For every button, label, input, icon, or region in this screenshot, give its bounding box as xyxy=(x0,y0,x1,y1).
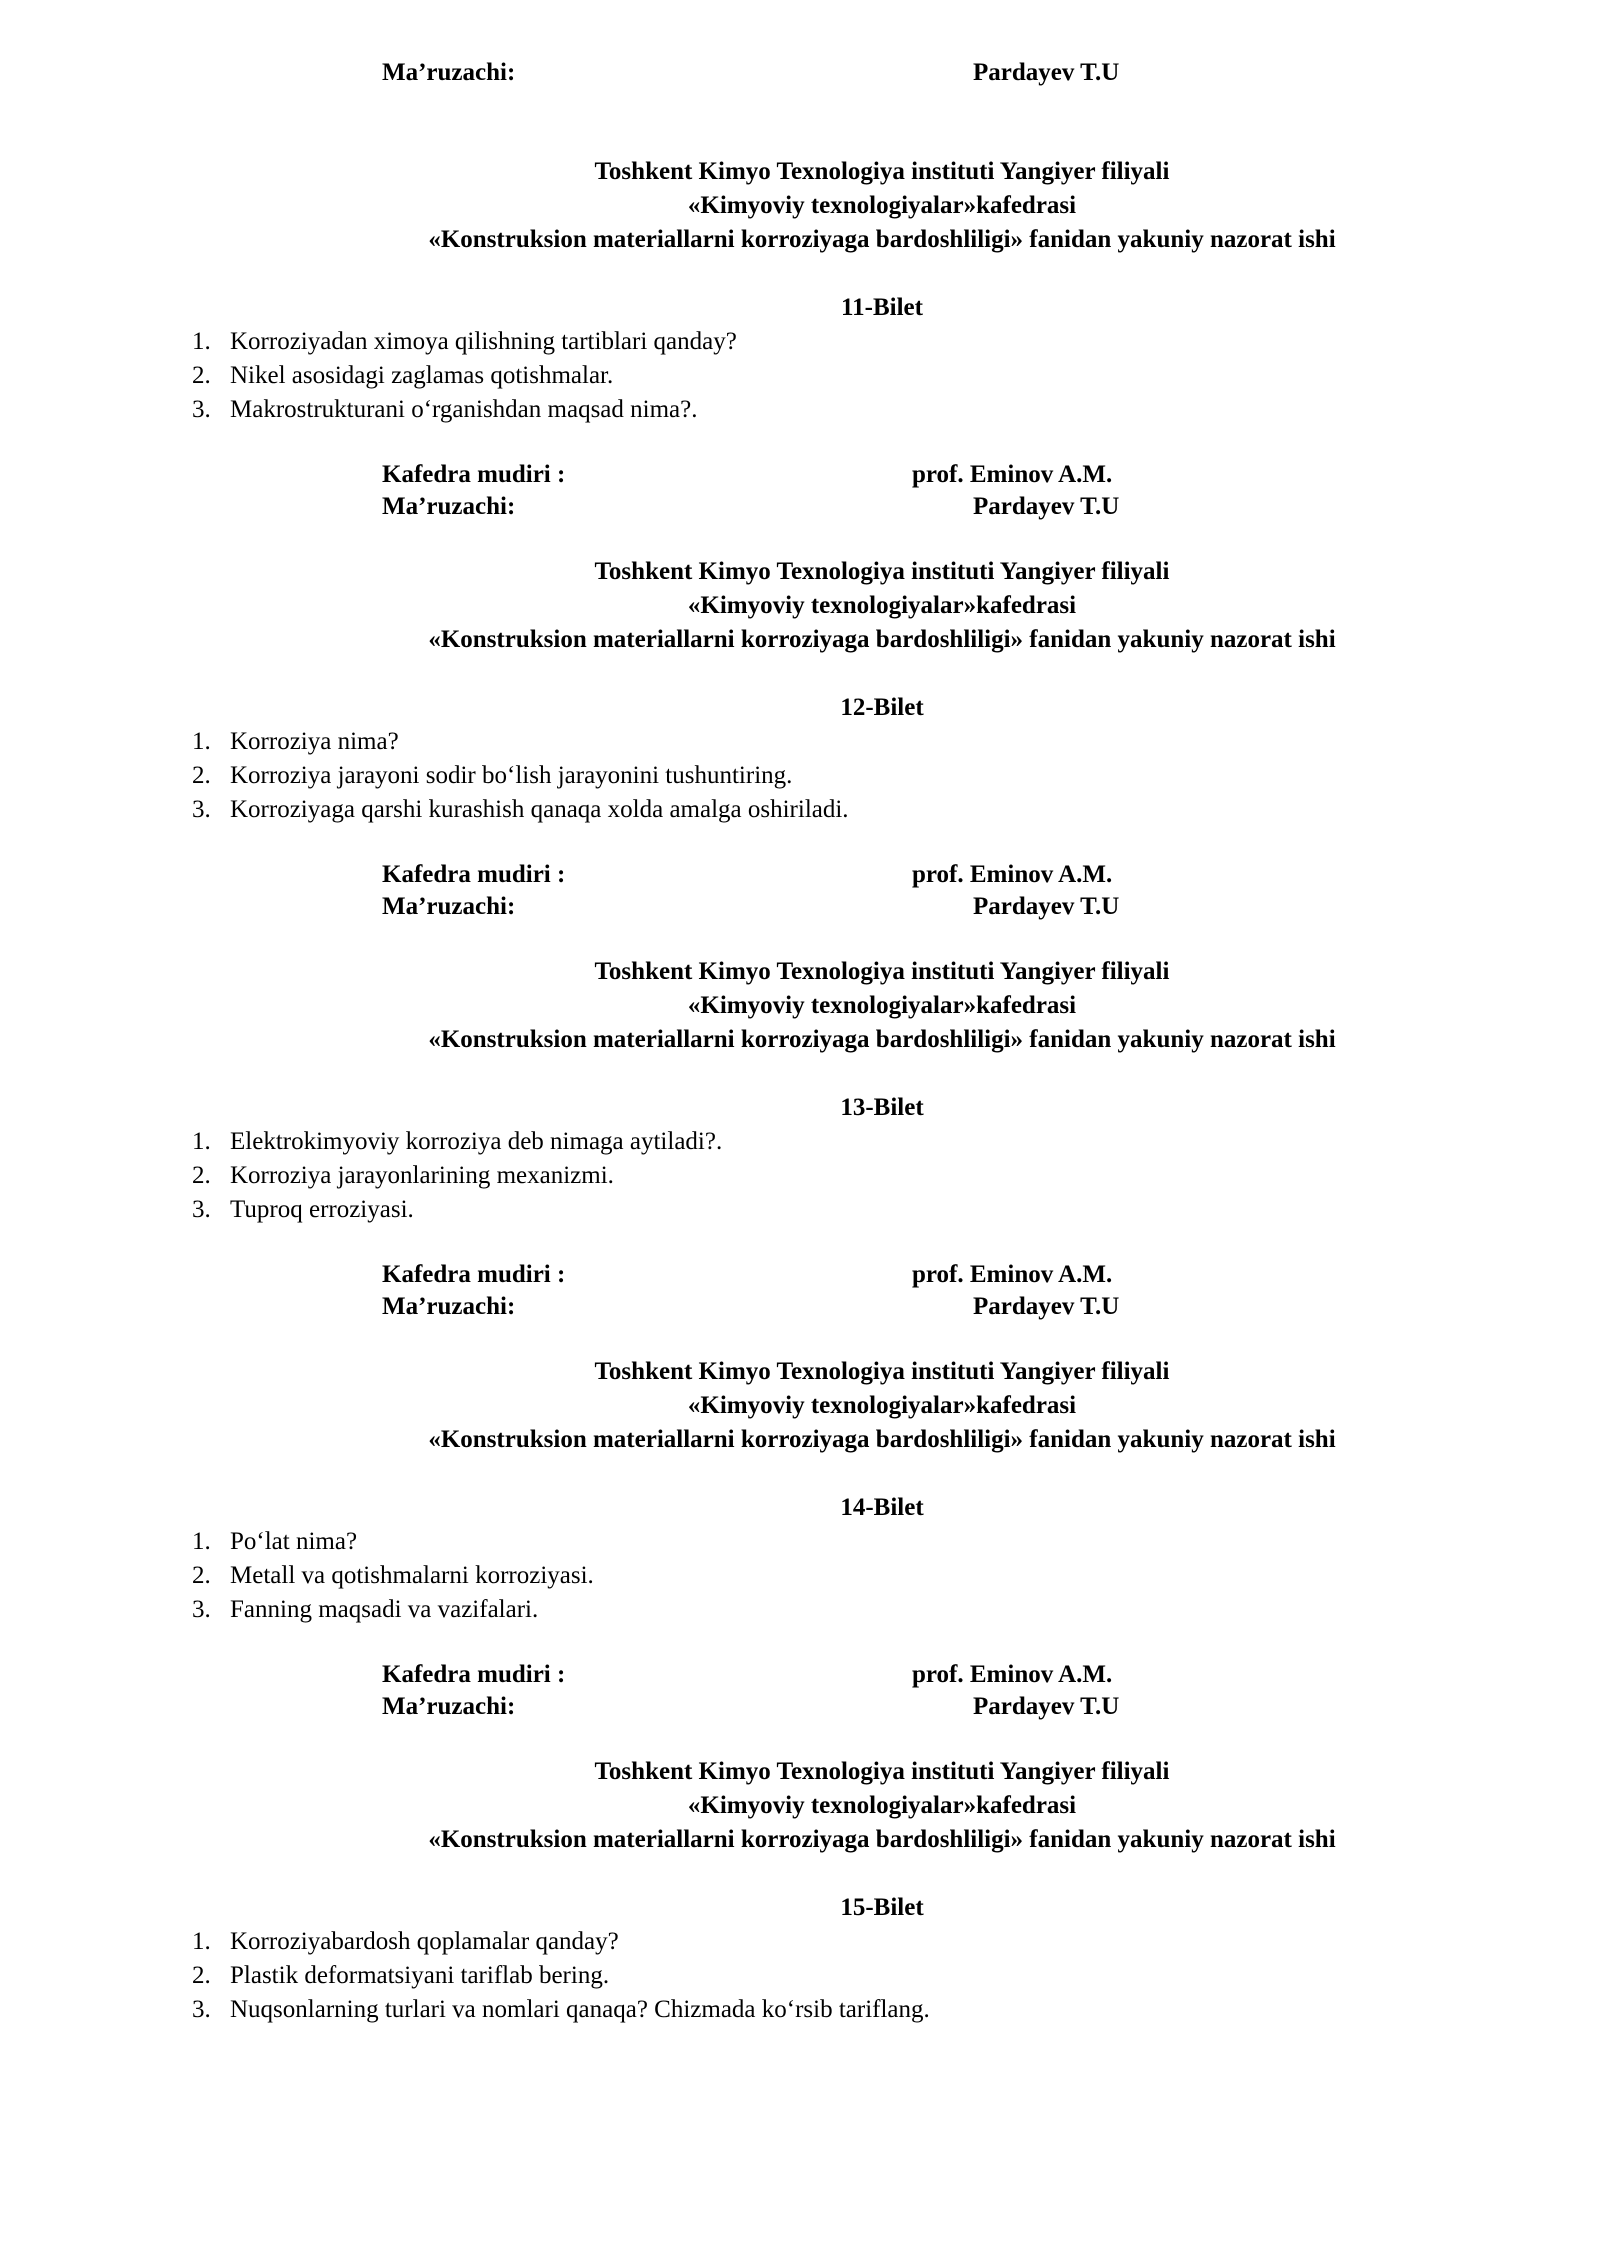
chair-row xyxy=(0,859,1600,891)
question-item: 3. Korroziyaga qarshi kurashish qanaqa xolda amalga oshiriladi. xyxy=(192,796,849,823)
question-item: 3. Fanning maqsadi va vazifalari. xyxy=(192,1596,539,1623)
question-item: 1. Korroziyabardosh qoplamalar qanday? xyxy=(192,1928,619,1955)
lecturer-label: Ma’ruzachi: xyxy=(382,1693,516,1720)
lecturer-row xyxy=(0,491,1600,523)
question-item: 1. Korroziya nima? xyxy=(192,728,399,755)
chair-label: Kafedra mudiri : xyxy=(382,461,566,488)
chair-row xyxy=(0,1259,1600,1291)
top-lecturer-row xyxy=(0,57,1600,89)
chair-name: prof. Eminov A.M. xyxy=(912,861,1113,888)
question-item: 3. Tuproq erroziyasi. xyxy=(192,1196,414,1223)
question-item: 1. Elektrokimyoviy korroziya deb nimaga aytiladi?. xyxy=(192,1128,723,1155)
question-list xyxy=(0,1925,1600,2027)
chair-name: prof. Eminov A.M. xyxy=(912,1261,1113,1288)
question-item: 2. Nikel asosidagi zaglamas qotishmalar. xyxy=(192,362,614,389)
lecturer-name: Pardayev T.U xyxy=(973,1693,1120,1720)
question-item: 1. Po‘lat nima? xyxy=(192,1528,358,1555)
lecturer-row xyxy=(0,891,1600,923)
question-list xyxy=(0,1125,1600,1227)
question-list xyxy=(0,325,1600,427)
question-item: 1. Korroziyadan ximoya qilishning tartiblari qanday? xyxy=(192,328,737,355)
lecturer-name: Pardayev T.U xyxy=(973,893,1120,920)
lecturer-row xyxy=(0,1691,1600,1723)
chair-name: prof. Eminov A.M. xyxy=(912,1661,1113,1688)
question-list xyxy=(0,1525,1600,1627)
lecturer-label: Ma’ruzachi: xyxy=(382,1293,516,1320)
question-item: 2. Metall va qotishmalarni korroziyasi. xyxy=(192,1562,594,1589)
question-item: 3. Makrostrukturani o‘rganishdan maqsad nima?. xyxy=(192,396,698,423)
lecturer-row xyxy=(0,1291,1600,1323)
question-item: 2. Plastik deformatsiyani tariflab bering. xyxy=(192,1962,610,1989)
lecturer-name: Pardayev T.U xyxy=(973,1293,1120,1320)
chair-name: prof. Eminov A.M. xyxy=(912,461,1113,488)
lecturer-label: Ma’ruzachi: xyxy=(382,893,516,920)
chair-row xyxy=(0,459,1600,491)
question-item: 3. Nuqsonlarning turlari va nomlari qanaqa? Chizmada ko‘rsib tariflang. xyxy=(192,1996,930,2023)
chair-label: Kafedra mudiri : xyxy=(382,1661,566,1688)
question-item: 2. Korroziya jarayoni sodir bo‘lish jarayonini tushuntiring. xyxy=(192,762,793,789)
chair-label: Kafedra mudiri : xyxy=(382,1261,566,1288)
chair-row xyxy=(0,1659,1600,1691)
question-item: 2. Korroziya jarayonlarining mexanizmi. xyxy=(192,1162,614,1189)
document-page: Ma’ruzachi: Pardayev T.U Toshkent Kimyo Texnologiya instituti Yangiyer filiyali «Kimyoviy texnologiyalar»kafedrasi «Konstruksion materiallarni korroziyaga bardoshliligi» fanidan yakuniy nazorat ishi 11-Bilet 1. Korroziyadan ximoya qilishning tartiblari qanday? 2. Nikel asosidagi zaglamas qotishmalar. 3. Makrostrukturani o‘rganishdan maqsad nima?. Kafedra mudiri : prof. Eminov A.M. Ma’ruzachi: Pardayev T.U Toshkent Kimyo Texnologiya instituti Yangiyer filiyali «Kimyoviy texnologiyalar»kafedrasi «Konstruksion materiallarni korroziyaga bardoshliligi» fanidan yakuniy nazorat ishi 12-Bilet 1. Korroziya nima? 2. Korroziya jarayoni sodir bo‘lish jarayonini tushuntiring. 3. Korroziyaga qarshi kurashish qanaqa xolda amalga oshiriladi. Kafedra mudiri : prof. Eminov A.M. Ma’ruzachi: Pardayev T.U Toshkent Kimyo Texnologiya instituti Yangiyer filiyali «Kimyoviy texnologiyalar»kafedrasi «Konstruksion materiallarni korroziyaga bardoshliligi» fanidan yakuniy nazorat ishi 13-Bilet 1. Elektrokimyoviy korroziya deb nimaga aytiladi?. 2. Korroziya jarayonlarining mexanizmi. 3. Tuproq erroziyasi. Kafedra mudiri : prof. Eminov A.M. Ma’ruzachi: Pardayev T.U Toshkent Kimyo Texnologiya instituti Yangiyer filiyali «Kimyoviy texnologiyalar»kafedrasi «Konstruksion materiallarni korroziyaga bardoshliligi» fanidan yakuniy nazorat ishi 14-Bilet 1. Po‘lat nima? 2. Metall va qotishmalarni korroziyasi. 3. Fanning maqsadi va vazifalari. Kafedra mudiri : prof. Eminov A.M. Ma’ruzachi: Pardayev T.U Toshkent Kimyo Texnologiya instituti Yangiyer filiyali «Kimyoviy texnologiyalar»kafedrasi «Konstruksion materiallarni korroziyaga bardoshliligi» fanidan yakuniy nazorat ishi 15-Bilet 1. Korroziyabardosh qoplamalar qanday? 2. Plastik deformatsiyani tariflab bering. 3. Nuqsonlarning turlari va nomlari qanaqa? Chizmada ko‘rsib tariflang. xyxy=(0,0,1600,2262)
lecturer-label: Ma’ruzachi: xyxy=(382,493,516,520)
lecturer-name: Pardayev T.U xyxy=(973,59,1120,86)
lecturer-label: Ma’ruzachi: xyxy=(382,59,516,86)
lecturer-name: Pardayev T.U xyxy=(973,493,1120,520)
chair-label: Kafedra mudiri : xyxy=(382,861,566,888)
question-list xyxy=(0,725,1600,827)
